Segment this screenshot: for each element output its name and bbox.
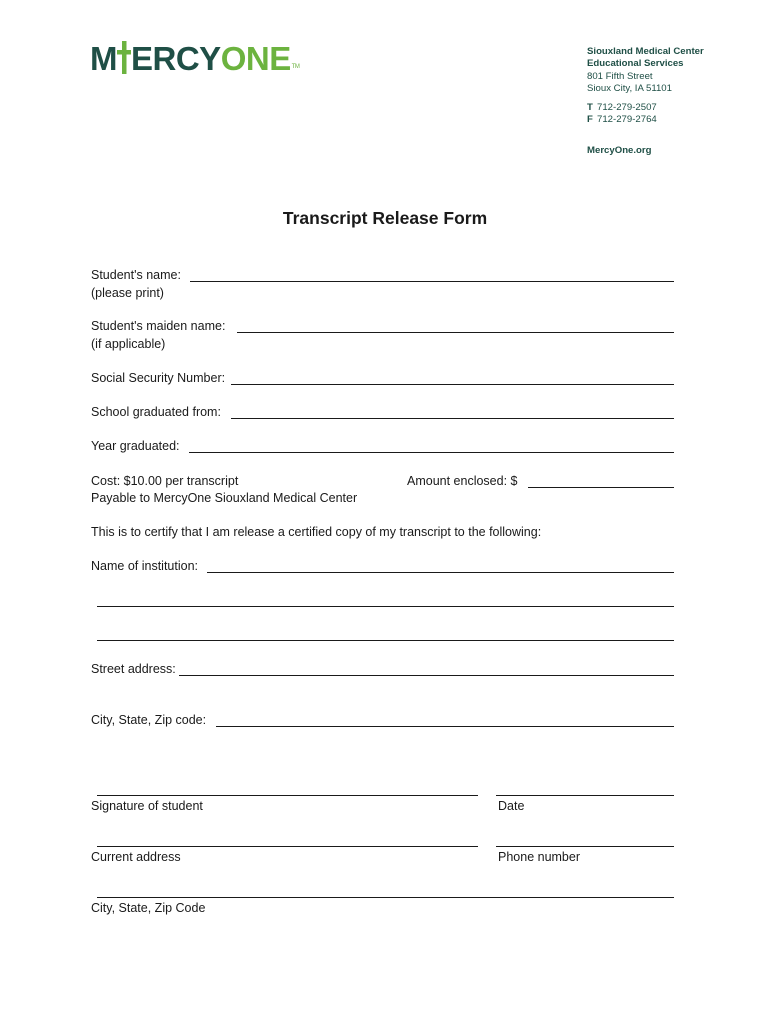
- phone-number-label: Phone number: [498, 850, 581, 864]
- school-field[interactable]: [231, 418, 674, 419]
- fax-label: F: [587, 114, 593, 126]
- institution-field-line-2[interactable]: [97, 606, 674, 607]
- department-name: Educational Services: [587, 58, 684, 70]
- signature-label: Signature of student: [91, 799, 203, 813]
- footer-city-state-zip-field[interactable]: [97, 897, 674, 898]
- fax-row: [587, 114, 704, 126]
- date-label: Date: [498, 799, 525, 813]
- date-field[interactable]: [496, 795, 674, 796]
- current-address-label: Current address: [91, 850, 181, 864]
- institution-label: Name of institution:: [91, 559, 198, 573]
- phone-number-field[interactable]: [496, 846, 674, 847]
- phone-number: 712-279-2507: [597, 102, 657, 114]
- footer-city-state-zip-label: City, State, Zip Code: [91, 901, 206, 915]
- cross-icon: [117, 40, 131, 78]
- fax-number: 712-279-2764: [597, 114, 657, 126]
- street-address-label: Street address:: [91, 662, 176, 676]
- maiden-name-field[interactable]: [237, 332, 674, 333]
- student-name-note: (please print): [91, 286, 164, 300]
- phone-row: [587, 102, 704, 114]
- current-address-field[interactable]: [97, 846, 478, 847]
- ssn-label: Social Security Number:: [91, 371, 226, 385]
- logo-wordmark: M ERCYONETM: [90, 40, 300, 77]
- maiden-name-note: (if applicable): [91, 337, 166, 351]
- ssn-field[interactable]: [231, 384, 674, 385]
- organization-contact-block: [587, 46, 704, 157]
- maiden-name-label: Student's maiden name:: [91, 319, 226, 333]
- street-address-field[interactable]: [179, 675, 674, 676]
- amount-enclosed-field[interactable]: [528, 487, 674, 488]
- school-label: School graduated from:: [91, 405, 221, 419]
- payable-label: Payable to MercyOne Siouxland Medical Center: [91, 491, 358, 505]
- amount-enclosed-label: Amount enclosed: $: [407, 474, 518, 488]
- year-field[interactable]: [189, 452, 674, 453]
- logo-cross-letter: [117, 40, 131, 78]
- form-title: Transcript Release Form: [282, 208, 488, 228]
- mercyone-logo: [90, 40, 300, 78]
- institution-field-line-3[interactable]: [97, 640, 674, 641]
- year-label: Year graduated:: [91, 439, 180, 453]
- phone-label: T: [587, 102, 593, 114]
- website-link[interactable]: MercyOne.org: [587, 144, 652, 156]
- city-state-zip-label: City, State, Zip code:: [91, 713, 207, 727]
- student-name-label: Student's name:: [91, 268, 181, 282]
- cost-label: Cost: $10.00 per transcript: [91, 474, 239, 488]
- org-name: Siouxland Medical Center: [587, 46, 704, 57]
- signature-field[interactable]: [97, 795, 478, 796]
- city-state-zip-field[interactable]: [216, 726, 674, 727]
- institution-field[interactable]: [207, 572, 674, 573]
- student-name-field[interactable]: [190, 281, 674, 282]
- city-state-zip: Sioux City, IA 51101: [587, 82, 672, 94]
- certify-statement: This is to certify that I am release a certified copy of my transcript to the following:: [91, 525, 542, 539]
- street-address: 801 Fifth Street: [587, 70, 653, 82]
